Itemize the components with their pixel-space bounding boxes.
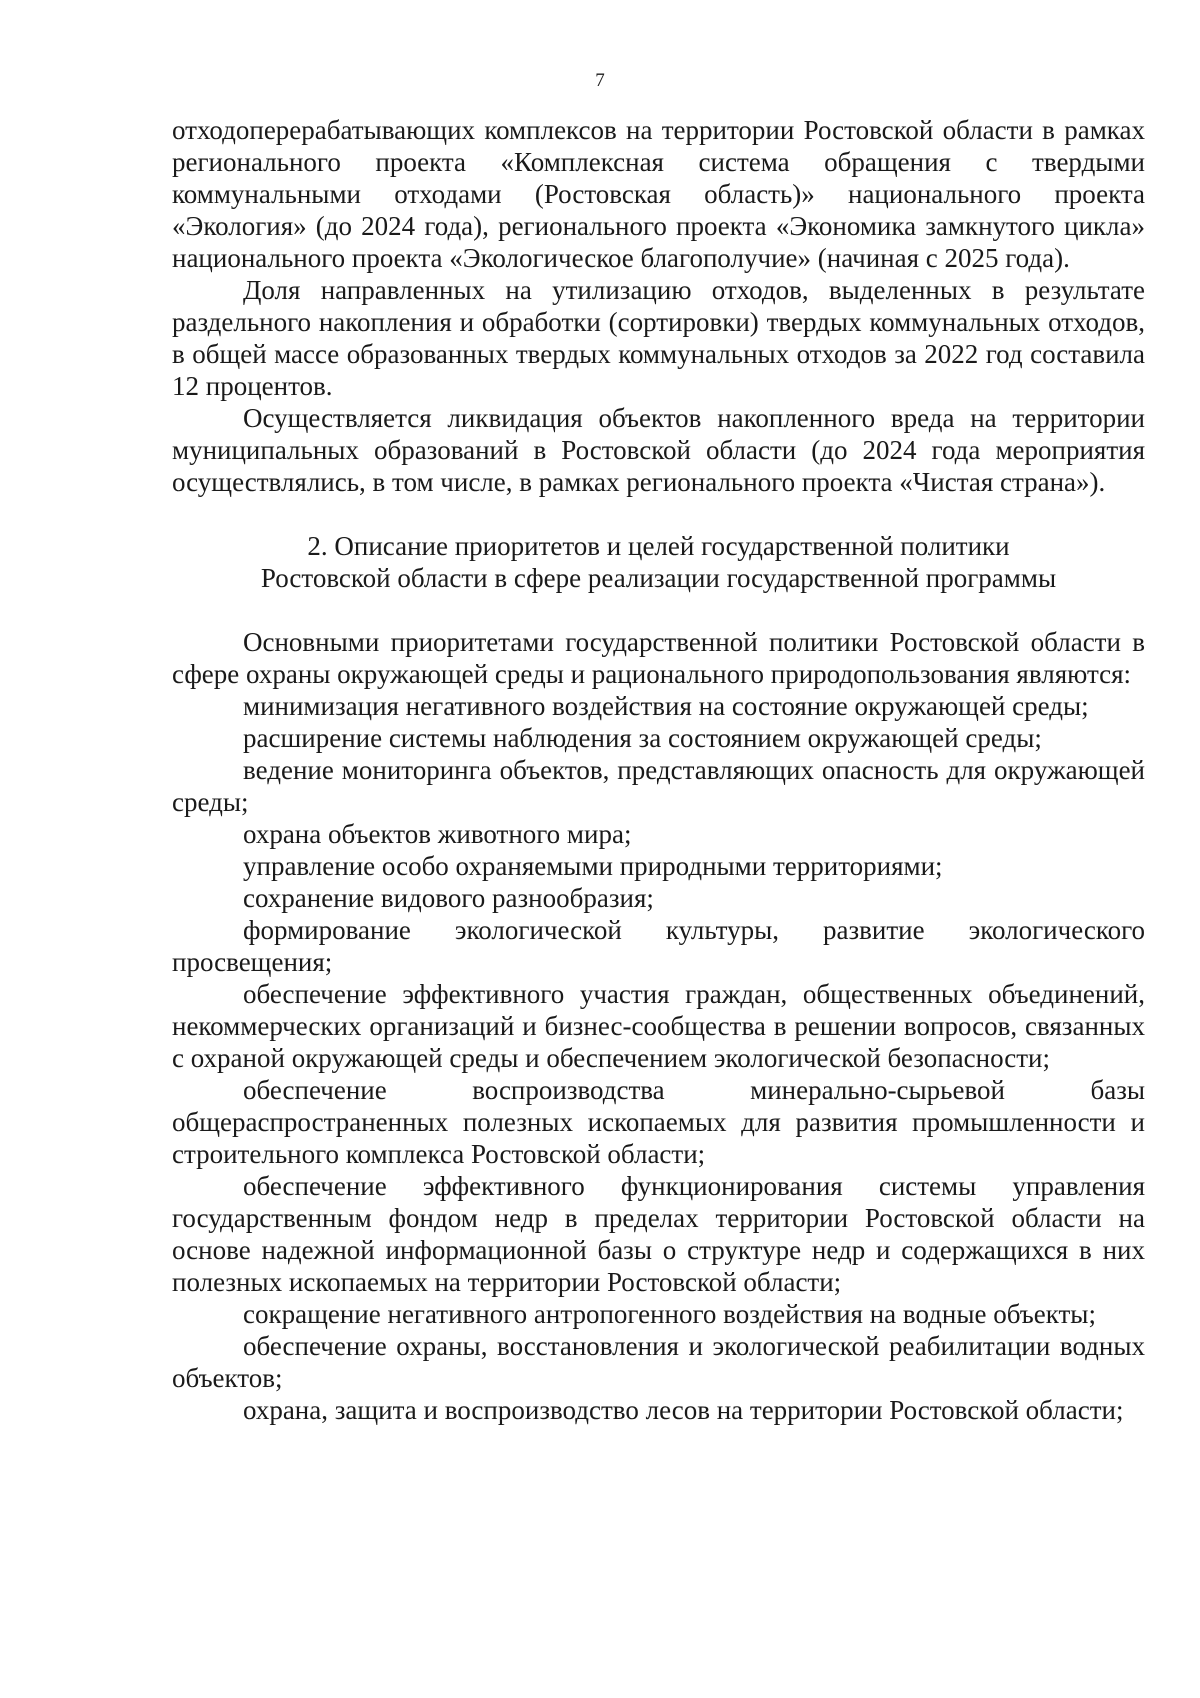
page-number: 7 [595,70,605,91]
list-item: минимизация негативного воздействия на состояние окружающей среды; [243,691,1089,721]
section-heading-line: Ростовской области в сфере реализации государственной программы [260,563,1057,593]
list-item: обеспечение охраны, восстановления и экологической реабилитации водных объектов; [172,1331,1145,1393]
paragraph: отходоперерабатывающих комплексов на территории Ростовской области в рамках регионального проекта «Комплексная система обращения с твердыми коммунальными отходами (Ростовская область)» национального проекта «Экология» (до 2024 года), регионального проекта «Экономика замкнутого цикла» национального проекта «Экологическое благополучие» (начиная с 2025 года). [172,115,1145,273]
list-item: обеспечение эффективного функционирования системы управления государственным фондом недр в пределах территории Ростовской области на основе надежной информационной базы о структуре недр и содержащихся в них полезных ископаемых на территории Ростовской области; [172,1171,1145,1297]
paragraph: Осуществляется ликвидация объектов накопленного вреда на территории муниципальных образований в Ростовской области (до 2024 года мероприятия осуществлялись, в том числе, в рамках регионального проекта «Чистая страна»). [172,403,1145,497]
document-body [172,114,1145,1426]
paragraph: Доля направленных на утилизацию отходов, выделенных в результате раздельного накопления и обработки (сортировки) твердых коммунальных отходов, в общей массе образованных твердых коммунальных отходов за 2022 год составила 12 процентов. [172,275,1145,401]
list-item: обеспечение эффективного участия граждан, общественных объединений, некоммерческих организаций и бизнес-сообщества в решении вопросов, связанных с охраной окружающей среды и обеспечением экологической безопасности; [172,979,1145,1073]
list-item: сохранение видового разнообразия; [243,883,654,913]
list-item: управление особо охраняемыми природными территориями; [243,851,943,881]
list-item: охрана, защита и воспроизводство лесов на территории Ростовской области; [243,1395,1124,1425]
list-item: охрана объектов животного мира; [243,819,632,849]
list-item: формирование экологической культуры, развитие экологического просвещения; [172,915,1145,977]
lead-paragraph: Основными приоритетами государственной политики Ростовской области в сфере охраны окружающей среды и рационального природопользования являются: [172,627,1145,689]
list-item: сокращение негативного антропогенного воздействия на водные объекты; [243,1299,1096,1329]
section-heading [172,530,1145,594]
list-item: обеспечение воспроизводства минерально-сырьевой базы общераспространенных полезных ископаемых для развития промышленности и строительного комплекса Ростовской области; [172,1075,1145,1169]
list-item: ведение мониторинга объектов, представляющих опасность для окружающей среды; [172,755,1145,817]
section-heading-line: 2. Описание приоритетов и целей государственной политики [307,531,1010,561]
list-item: расширение системы наблюдения за состоянием окружающей среды; [243,723,1042,753]
